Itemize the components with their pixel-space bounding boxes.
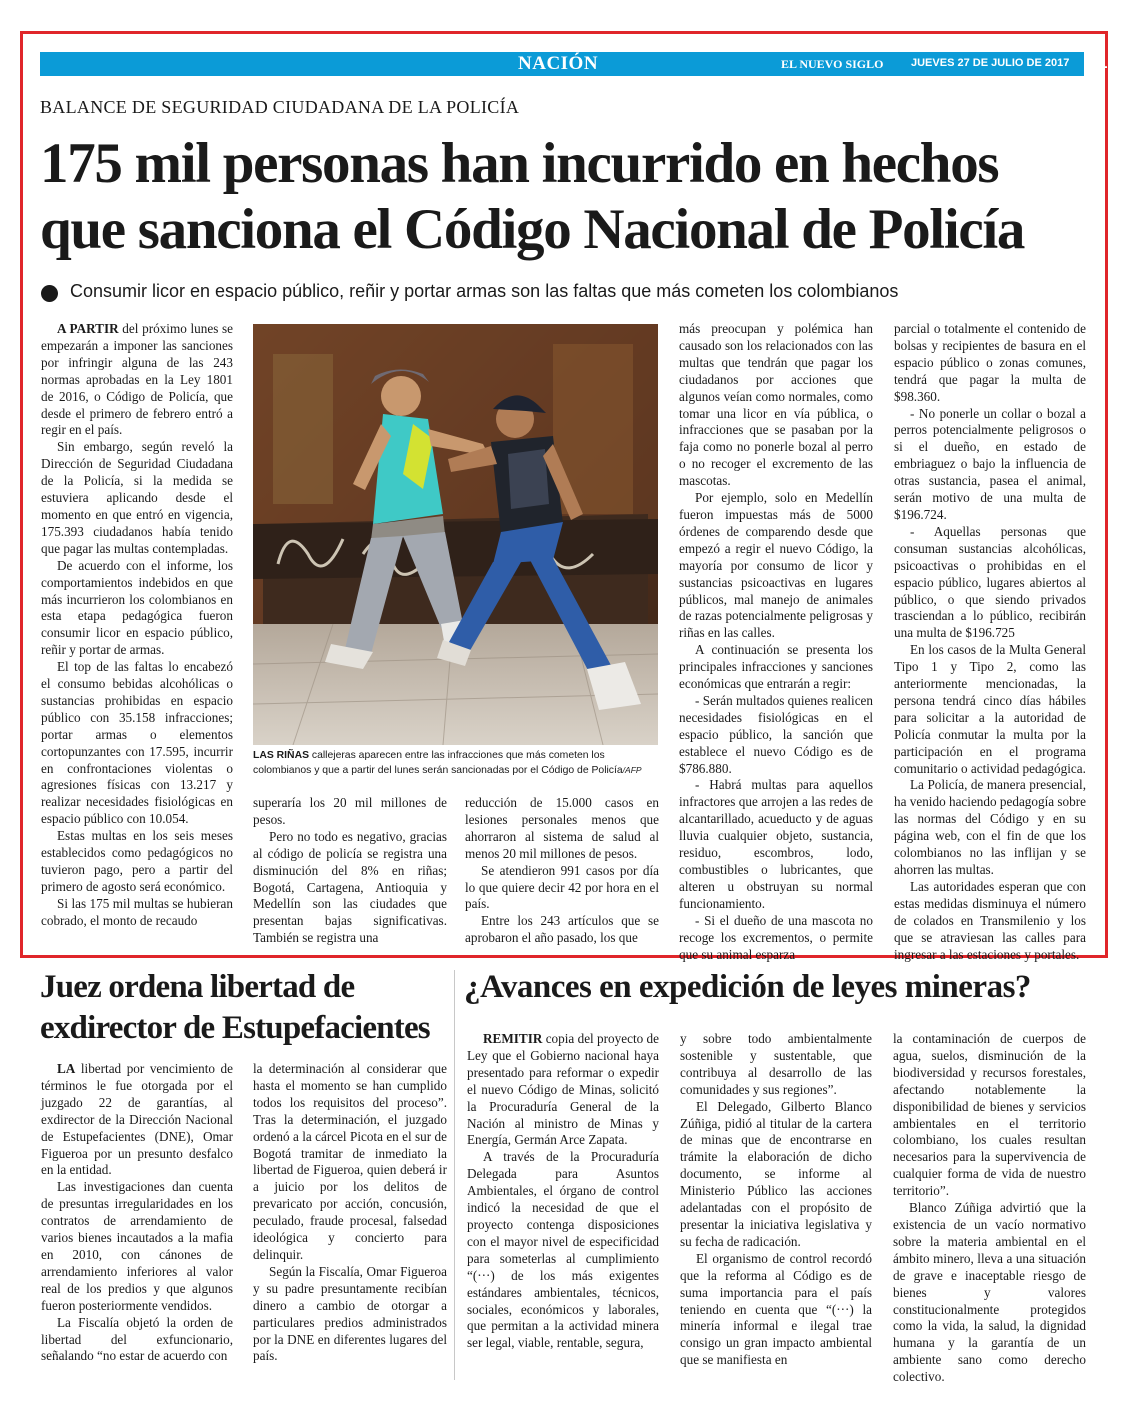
subheadline: Consumir licor en espacio público, reñir y portar armas son las faltas que más cometen los colombianos: [70, 281, 899, 301]
paragraph: Blanco Zúñiga advirtió que la existencia de un vacío normativo sobre la materia ambiental en el ámbito minero, lleva a una situación de grave e inaceptable riesgo de bienes y valores constitucionalmente protegidos como la vida, la salud, la dignidad humana y la garantía de un ambiente sano como derecho colectivo.: [893, 1200, 1086, 1385]
main-story-column-3: [465, 795, 659, 945]
lead-word: REMITIR: [483, 1031, 543, 1046]
column-divider: [454, 970, 455, 1380]
paragraph: más preocupan y polémica han causado son los relacionados con las multas que tendrán que pagar los ciudadanos por acciones que algunos veían como normales, como tomar una licor en vía pública, o infracciones que se pasaban por la faja como no ponerle bozal al perro o no recoger el excremento de las mascotas.: [679, 321, 873, 489]
paragraph: la determinación al considerar que hasta el momento se han cumplido todos los requisitos del proceso”. Tras la determinación, el juzgado ordenó a la cárcel Picota en el sur de Bogotá tramitar de inmediato la libertad de Figueroa, quien deberá ir a juicio por los delitos de prevaricato por acción, concusión, peculado, fraude procesal, falsedad ideológica y concierto para delinquir.: [253, 1061, 447, 1262]
paragraph: A continuación se presenta los principales infracciones y sanciones económicas que entrarán a regir:: [679, 642, 873, 692]
paragraph: - Si el dueño de una mascota no recoge los excrementos, o permite que su animal esparza: [679, 912, 873, 962]
paragraph: El top de las faltas lo encabezó el consumo bebidas alcohólicas o sustancias prohibidas en espacio público con 35.158 infracciones; portar armas o elementos cortopunzantes con 17.595, incurrir en confrontaciones violentas o agresiones físicas con 13.217 y realizar necesidades fisiológicas en espacio público con 10.054.: [41, 659, 233, 827]
paragraph: superaría los 20 mil millones de pesos.: [253, 795, 447, 827]
section-name: NACIÓN: [518, 53, 599, 74]
left-story-headline: [40, 967, 430, 1049]
paragraph: A través de la Procuraduría Delegada para Asuntos Ambientales, el órgano de control indicó la necesidad de que el proyecto contenga disposiciones con el mayor nivel de especificidad para someterlas al cumplimiento “(···) de los más exigentes estándares ambientales, técnicos, sociales, económicos y laborales, que permitan a la actividad minera ser legal, viable, rentable, segura,: [467, 1149, 659, 1351]
paragraph: reducción de 15.000 casos en lesiones personales menos que ahorraron al sistema de salud al menos 20 mil millones de pesos.: [465, 795, 659, 861]
paragraph: REMITIR copia del proyecto de Ley que el Gobierno nacional haya presentado para reformar o expedir el nuevo Código de Minas, solicitó la Procuraduría General de la Nación al ministro de Minas y Energía, Germán Arce Zapata.: [467, 1031, 659, 1148]
main-story-column-5: [894, 321, 1086, 962]
paragraph: Sin embargo, según reveló la Dirección de Seguridad Ciudadana de la Policía, si la medida se estuviera aplicando desde el momento en que entró en vigencia, 175.393 ciudadanos había tenido que pagar las multas contempladas.: [41, 439, 233, 556]
paragraph: Entre los 243 artículos que se aprobaron el año pasado, los que: [465, 913, 659, 946]
main-story-column-2: [253, 795, 447, 945]
headline-line-2: que sanciona el Código Nacional de Policía: [40, 198, 1025, 261]
paragraph: Si las 175 mil multas se hubieran cobrado, el monto de recaudo: [41, 895, 233, 928]
lead-word: A PARTIR: [57, 321, 119, 336]
paragraph: Estas multas en los seis meses establecidos como pedagógicos no tuvieron pago, pero a partir del primero de agosto será económico.: [41, 828, 233, 894]
main-headline: [40, 131, 1090, 263]
section-header-bar: [40, 52, 1120, 76]
right-story-column-3: [893, 1031, 1086, 1385]
paragraph: La Policía, de manera presencial, ha venido haciendo pedagogía sobre las normas del Código y en su página web, con el fin de que los colombianos no las inflijan y se ahorren las multas.: [894, 777, 1086, 877]
photo-caption: LAS RIÑAS callejeras aparecen entre las infracciones que más cometen los colombianos y que a partir del lunes serán sancionadas por el Código de Policía/AFP: [253, 750, 642, 776]
paragraph: - Habrá multas para aquellos infractores que arrojen a las redes de alcantarillado, acueducto y de aguas lluvia cualquier objeto, sustancia, residuo, escombros, lodo, combustibles o lubricantes, que alteren u obstruyan su normal funcionamiento.: [679, 777, 873, 911]
newspaper-name: EL NUEVO SIGLO: [781, 57, 884, 71]
paragraph: En los casos de la Multa General Tipo 1 y Tipo 2, como las anteriormente mencionadas, la persona tendrá cinco días hábiles para solicitar a la autoridad de Policía conmutar la multa por la participación en el programa comunitario o actividad pedagógica.: [894, 642, 1086, 776]
page-number: 1B: [1098, 53, 1120, 72]
paragraph: y sobre todo ambientalmente sostenible y sustentable, que contribuya al desarrollo de las comunidades y sus regiones”.: [680, 1031, 872, 1097]
right-story-column-2: [680, 1031, 872, 1381]
main-story-column-4: [679, 321, 873, 962]
headline-line-1: 175 mil personas han incurrido en hechos: [40, 132, 999, 195]
left-story-column-1: [41, 1061, 233, 1381]
paragraph: la contaminación de cuerpos de agua, suelos, disminución de la biodiversidad y recursos forestales, afectando notablemente la disponibilidad de bienes y servicios ambientales en el territorio colombiano, los cuales resultan necesarios para la supervivencia de cualquier forma de vida de nuestro territorio”.: [893, 1031, 1086, 1199]
paragraph: Las investigaciones dan cuenta de presuntas irregularidades en los contratos de arrendamiento de varios bienes incautados a la mafia en 2010, con cánones de arrendamiento inferiores al valor real de los predios y que algunos fueron posteriormente vendidos.: [41, 1179, 233, 1313]
left-story-column-2: [253, 1061, 447, 1381]
paragraph: Por ejemplo, solo en Medellín fueron impuestas más de 5000 órdenes de comparendo desde que empezó a regir el nuevo Código, la mayoría por consumo de licor y sustancias psicoactivas en lugares públicos, mal manejo de animales de razas potencialmente peligrosas y riñas en las calles.: [679, 490, 873, 641]
paragraph: parcial o totalmente el contenido de bolsas y recipientes de basura en el espacio público o zonas comunes, tendrá que pagar la multa de $98.360.: [894, 321, 1086, 404]
paragraph: La Fiscalía objetó la orden de libertad del exfuncionario, señalando “no estar de acuerdo con: [41, 1314, 233, 1364]
paragraph: Se atendieron 991 casos por día lo que quiere decir 42 por hora en el país.: [465, 862, 659, 912]
main-story-column-1: [41, 321, 233, 946]
paragraph: LA libertad por vencimiento de términos le fue otorgada por el juzgado 22 de garantías, al exdirector de la Dirección Nacional de Estupefacientes (DNE), Omar Figueroa por un presunto desfalco en la entidad.: [41, 1061, 233, 1178]
headline-line-1: Juez ordena libertad de: [40, 969, 355, 1005]
paragraph: El organismo de control recordó que la reforma al Código es de suma importancia para el país teniendo en cuenta que “(···) la minería informal e ilegal trae consigo un gran impacto ambiental que se manifiesta en: [680, 1250, 872, 1368]
photo-credit: /AFP: [622, 765, 642, 775]
paragraph: Las autoridades esperan que con estas medidas disminuya el número de colados en Transmilenio y los que se atraviesan las calles para ingresar a las estaciones y portales.: [894, 878, 1086, 962]
right-story-headline: ¿Avances en expedición de leyes mineras?: [464, 969, 1031, 1005]
paragraph: Según la Fiscalía, Omar Figueroa y su padre presuntamente recibían dinero a cambio de otorgar a particulares predios administrados por la DNE en diferentes lugares del país.: [253, 1263, 447, 1364]
bullet-icon: [41, 285, 58, 302]
street-fight-photo: [253, 324, 658, 745]
paragraph: El Delegado, Gilberto Blanco Zúñiga, pidió al titular de la cartera de minas que de encontrarse en trámite la elaboración de dicho documento, se informe al Ministerio Público las acciones adelantadas con el propósito de presentar la iniciativa legislativa y su fecha de radicación.: [680, 1098, 872, 1249]
right-story-column-1: [467, 1031, 659, 1381]
headline-line-2: exdirector de Estupefacientes: [40, 1010, 430, 1046]
paragraph: A PARTIR del próximo lunes se empezarán a imponer las sanciones por infringir alguna de las 243 normas aprobadas en la Ley 1801 de 2016, o Código de Policía, que desde el primero de febrero entró a regir en el país.: [41, 321, 234, 438]
story-kicker: BALANCE DE SEGURIDAD CIUDADANA DE LA POLICÍA: [40, 97, 520, 117]
lead-word: LA: [57, 1061, 76, 1076]
issue-date: JUEVES 27 DE JULIO DE 2017: [911, 57, 1070, 69]
paragraph: - Aquellas personas que consuman sustancias alcohólicas, psicoactivas o prohibidas en el espacio público, lugares abiertos al público, o que siendo privados trasciendan a lo público, recibirán una multa de $196.725: [894, 523, 1086, 641]
paragraph: De acuerdo con el informe, los comportamientos indebidos en que más incurrieron los colombianos en esta etapa pedagógica fueron consumir licor en espacio público, reñir y portar de armas.: [41, 557, 233, 658]
caption-lead: LAS RIÑAS: [253, 750, 309, 761]
paragraph: Pero no todo es negativo, gracias al código de policía se registra una disminución del 8% en riñas; Bogotá, Cartagena, Antioquia y Medellín son las ciudades que presentan bajas significativas. También se registra una: [253, 828, 447, 946]
paragraph: - No ponerle un collar o bozal a perros potencialmente peligrosos o si el dueño, en estado de embriaguez o bajo la influencia de otras sustancia, pasea el animal, serán motivo de una multa de $196.724.: [894, 405, 1086, 522]
paragraph: - Serán multados quienes realicen necesidades fisiológicas en el espacio público, la sanción que establece el nuevo Código es de $786.880.: [679, 692, 873, 776]
